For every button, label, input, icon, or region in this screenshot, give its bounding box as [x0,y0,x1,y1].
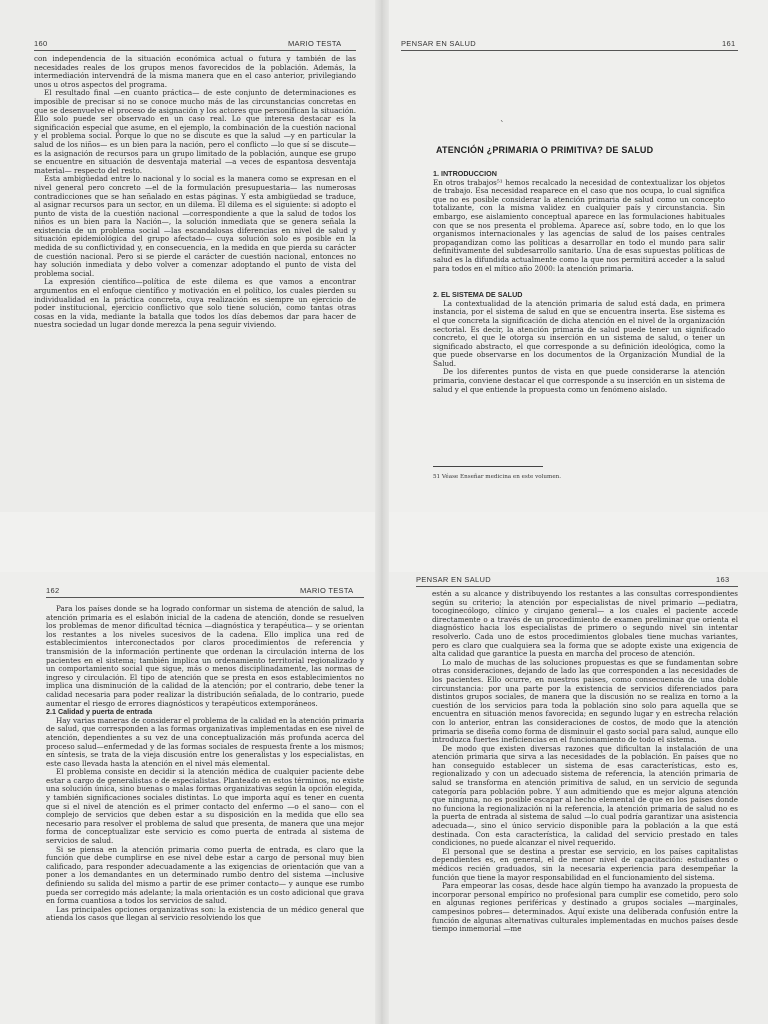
paragraph: De modo que existen diversas razones que dificultan la instalación de una atención primaria que sirva a las necesidades de la población. En países que no han conseguido establecer un sistema de esas características, esto es, regionalizado y con un adecuado sistema de referencia, la atención primaria de salud se transforma en atención primitiva de salud, en un servicio de segunda categoría para población pobre. Y aun admitiendo que es mejor alguna atención que ninguna, no es posible escapar al hecho elemental de que en los países donde no funciona la regionalización ni la referencia, la atención primaria de salud no es la puerta de entrada al sistema de salud —lo cual podría garantizar una asistencia adecuada—, sino el único servicio disponible para la población a la que está destinada. Con esta característica, la calidad del servicio prestado en tales condiciones, no puede alcanzar el nivel requerido. [432,743,738,848]
page-163 [384,572,768,1024]
paragraph: con independencia de la situación económica actual o futura y también de las necesidades reales de los grupos menos favorecidos de la población. Además, la intermediación intervendrá de la misma manera que en el caso anterior, privilegiando unos u otros aspectos del programa. [34,54,356,89]
paragraph: Para los países donde se ha logrado conformar un sistema de atención de salud, la atención primaria es el eslabón inicial de la cadena de atención, donde se resuelven los problemas de menor dificultad técnica —diagnóstica y terapéutica— y se orientan los restantes a los niveles sucesivos de la cadena. Ello implica una red de establecimientos interconectados por claros procedimientos de referencia y transmisión de la información pertinente que ordenan la circulación interna de los pacientes en el sistema; también implica un ordenamiento territorial regionalizado y un comportamiento social que sigue, más o menos disciplinadamente, las normas de ingreso y circulación. El tipo de atención que se presta en esos establecimientos no implica una disminución de la calidad de la atención; por el contrario, debe tener la calidad necesaria para poder realizar la distribución señalada, de lo contrario, puede aumentar el riesgo de errores diagnósticos y terapéuticos extemporáneos. [46,604,364,708]
page-number: 160 [34,39,48,48]
body-text [46,605,364,923]
page-160 [0,0,384,512]
subsection-heading: 2.1 Calidad y puerta de entrada [46,707,153,717]
running-head: PENSAR EN SALUD [401,39,476,48]
header-rule [401,50,738,51]
page-161 [384,0,768,512]
book-gutter [375,0,389,1024]
footnote: 51 Véase Enseñar medicina en este volumen. [433,474,562,480]
paragraph: Esta ambigüedad entre lo nacional y lo social es la manera como se expresan en el nivel general pero concreto —el de la formulación presupuestaria— las numerosas contradicciones que se han señalado en estas páginas. Y esta ambigüedad se traduce, al asignar recursos para un sector, en un dilema. El dilema es el siguiente: si adopto el punto de vista de la cuestión nacional —correspondiente a que la salud de todos los niños es un bien para la Nación—, la solución inmediata que se genera señala la existencia de un problema social —las escandalosas diferencias en nivel de salud y situación epidemiológica del grupo afectado— cuya solución solo es posible en la medida de su conflictividad y, en consecuencia, en la medida en que pierda su carácter de cuestión nacional. Pero si se pierde el carácter de cuestión nacional, entonces no hay solución inmediata y debo volver a comenzar adoptando el punto de vista del problema social. [34,174,356,278]
paragraph: Si se piensa en la atención primaria como puerta de entrada, es claro que la función que debe cumplirse en ese nivel debe estar a cargo de personal muy bien calificado, para responder adecuadamente a las exigencias de orientación que van a poner a los demandantes en un determinado rumbo dentro del sistema —inclusive definiendo su salida del mismo a partir de ese primer contacto— y aunque ese rumbo pueda ser corregido más adelante; la mala orientación es un costo adicional que grava en forma cuantiosa a todos los servicios de salud. [46,844,364,906]
header-rule [46,597,364,598]
chapter-title: ATENCIÓN ¿PRIMARIA O PRIMITIVA? DE SALUD [436,145,654,155]
page-number: 161 [722,39,736,48]
paragraph: El problema consiste en decidir si la atención médica de cualquier paciente debe estar a cargo de generalistas o de especialistas. Planteado en estos términos, no existe una solución única, sino buenas o malas formas organizativas según la opción elegida, y también significaciones sociales distintas. Lo que importa aquí es tener en cuenta que si el nivel de atención es el primer contacto del enfermo —o el sano— con el complejo de servicios que deben estar a su disposición en la medida que ello sea necesario para resolver el problema de salud que presenta, de manera que una mejor forma de conceptualizar este servicio es como puerta de entrada al sistema de servicios de salud. [46,767,364,846]
paragraph: El personal que se destina a prestar ese servicio, en los países capitalistas dependientes es, en general, el de menor nivel de capacitación: estudiantes o médicos recién graduados, sin la necesaria experiencia para desempeñar la función que tiene la mayor responsabilidad en el funcionamiento del sistema. [432,846,738,882]
paragraph: Las principales opciones organizativas son: la existencia de un médico general que atienda los casos que llegan al servicio resolviendo los que [46,904,364,923]
paragraph: estén a su alcance y distribuyendo los restantes a las consultas correspondientes según su criterio; la atención por especialistas de nivel primario —pediatra, tocoginecólogo, clínico y cirujano general— a los cuales el paciente accede directamente o a través de un procedimiento de examen preliminar que orienta el diagnóstico hacia los especialistas de primero o segundo nivel sin intentar resolverlo. Cada uno de estos procedimientos globales tiene muchas variantes, pero es claro que cualquiera sea la forma que se adopte existe una exigencia de alta calidad que garantice la puesta en marcha del proceso de atención. [432,589,738,659]
paragraph: La contextualidad de la atención primaria de salud está dada, en primera instancia, por el sistema de salud en que se encuentra inserta. Ese sistema es el que concreta la significación de dicha atención en el nivel de la organización sectorial. Es decir, la atención primaria de salud puede tener un significado concreto, el que le otorga su inserción en un sistema de salud, o tener un significado abstracto, el que corresponde a su definición ideológica, como la que puede observarse en los documentos de la Organización Mundial de la Salud. [433,298,725,368]
header-rule [34,50,356,51]
ink-mark: ˋ [500,121,505,131]
paragraph: Para empeorar las cosas, desde hace algún tiempo ha avanzado la propuesta de incorporar personal empírico no profesional para cumplir ese cometido, pero solo en algunas regiones periféricas y destinado a grupos sociales —marginales, campesinos pobres— determinados. Aquí existe una deliberada confusión entre la función de algunas alternativas culturales implementadas en muchos países desde tiempo inmemorial —me [432,881,738,934]
paragraph: Hay varias maneras de considerar el problema de la calidad en la atención primaria de salud, que corresponden a las formas organizativas implementadas en ese nivel de atención, dependientes a su vez de una conceptualización más profunda acerca del proceso salud—enfermedad y de las formas sociales de respuesta frente a los mismos; en síntesis, se trata de la vieja discusión entre los generalistas y los especialistas, en este caso llevada hasta la atención en el nivel más elemental. [46,715,364,768]
header-rule [416,586,738,587]
body-text [34,55,356,330]
footnote-rule [433,466,543,467]
paragraph: Lo malo de muchas de las soluciones propuestas es que se fundamentan sobre otras consideraciones, dejando de lado las que corresponden a las necesidades de los pacientes. Ello ocurre, en nuestros países, como consecuencia de una doble circunstancia: por una parte por la existencia de servicios diferenciados para distintos grupos sociales, de manera que la discusión no se realiza en torno a la cuestión de los servicios para toda la población sino solo para aquella que se encuentra en situación menos favorecida; en segundo lugar y en estrecha relación con lo anterior, entran las consideraciones de costos, de modo que la atención primaria se diseña como forma de disminuir el gasto social para salud, aunque ello introduzca fuertes ineficiencias en el funcionamiento de todo el sistema. [432,657,738,745]
paragraph: De los diferentes puntos de vista en que puede considerarse la atención primaria, conviene destacar el que corresponde a su inserción en un sistema de salud y el que entiende la propuesta como un fenómeno aislado. [433,367,725,394]
body-text [433,170,725,394]
body-text [432,590,738,934]
page-number: 163 [716,575,730,584]
paragraph: El resultado final —en cuanto práctica— de este conjunto de determinaciones es imposible de precisar si no se conoce mucho más de las circunstancias concretas en que se desenvuelve el proceso de asignación y los actores que personifican la situación. Ello solo puede ser observado en un caso real. Lo que interesa destacar es la significación especial que asume, en el ejemplo, la combinación de la cuestión nacional y el problema social. Porque lo que no se discute es que la salud —y en particular la salud de los niños— es un bien para la nación, pero el conflicto —lo que sí se discute— es la asignación de recursos para un grupo limitado de la población, aunque ese grupo se encuentre en situación de desventaja material —a veces de espantosa desventaja material— respecto del resto. [34,88,356,175]
paragraph: La expresión científico—política de este dilema es que vamos a encontrar argumentos en el enfoque científico y motivación en el político, los cuales pierden su individualidad en la práctica concreta, cuya realización es siempre un ejercicio de poder institucional, ejercicio conflictivo que solo tiene solución, como tantas otras cosas en la vida, mediante la batalla que todos los días debemos dar para hacer de nuestra sociedad un lugar donde merezca la pena seguir viviendo. [34,277,356,330]
paragraph: En otros trabajos⁵¹ hemos recalcado la necesidad de contextualizar los objetos de trabajo. Esa necesidad reaparece en el caso que nos ocupa, lo cual significa que no es posible considerar la atención primaria de salud como un concepto totalizante, con la misma validez en cualquier país y circunstancia. Sin embargo, ese aislamiento conceptual aparece en las formulaciones habituales con que se nos presenta el problema. Aparece así, sobre todo, en lo que los organismos internacionales y las agencias de salud de los países centrales propagandizan como las políticas a desarrollar en todo el mundo para salir definitivamente del subdesarrollo sanitario. Una de esas supuestas políticas de salud es la difundida actualmente como la que nos permitirá acceder a la salud para todos en el mítico año 2000: la atención primaria. [433,177,725,273]
running-head: PENSAR EN SALUD [416,575,491,584]
section-heading: 2. EL SISTEMA DE SALUD [433,290,523,300]
page-162 [0,572,384,1024]
running-head: MARIO TESTA [300,586,354,595]
running-head: MARIO TESTA [288,39,342,48]
page-number: 162 [46,586,60,595]
section-heading: 1. INTRODUCCION [433,169,497,178]
